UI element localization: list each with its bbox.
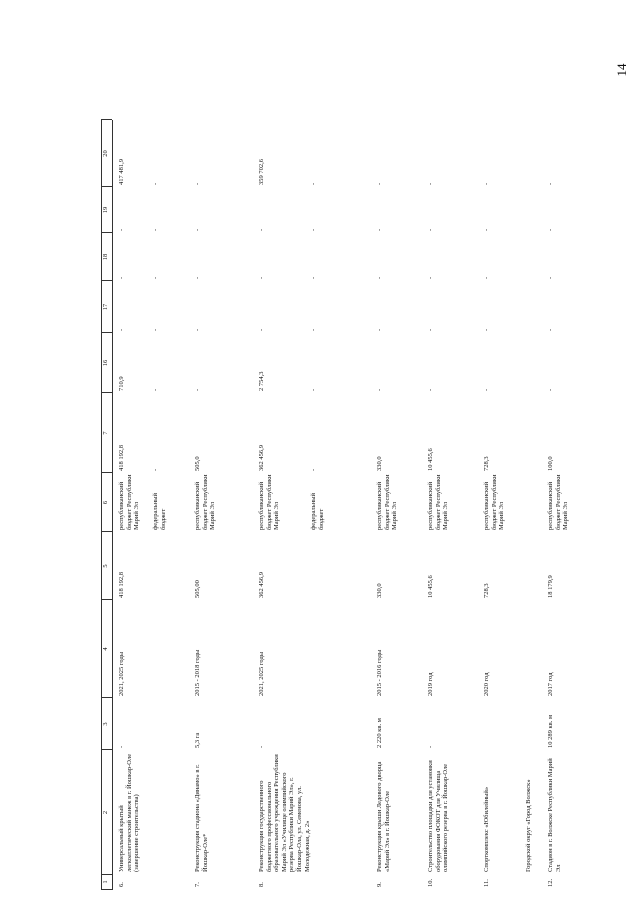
value-col7: 505,0 — [194, 456, 201, 471]
funding-source-2: федеральный бюджет — [310, 493, 325, 530]
header-separator — [112, 120, 113, 890]
header-col-18: 18 — [102, 253, 109, 261]
capacity: - — [258, 745, 265, 748]
value-col20-b: - — [310, 182, 317, 185]
value-col19: - — [376, 228, 383, 231]
row-number: 9. — [376, 882, 383, 887]
value-col17: - — [376, 328, 383, 331]
value-col20: 359 702,6 — [258, 159, 265, 185]
header-col-3: 3 — [102, 722, 109, 726]
value-col19: - — [483, 228, 490, 231]
value-col20: - — [427, 182, 434, 185]
value-col20-b: - — [152, 182, 159, 185]
header-col-2: 2 — [102, 810, 109, 815]
funding-source: республиканский бюджет Республики Марий Эл — [194, 474, 217, 530]
funding-source: республиканский бюджет Республики Марий Эл — [547, 474, 570, 530]
value-col19: - — [547, 228, 554, 231]
header-col-4: 4 — [102, 647, 109, 651]
value-col16: - — [483, 388, 490, 391]
funding-source: республиканский бюджет Республики Марий Эл — [258, 474, 281, 530]
period: 2017 год — [547, 672, 554, 696]
value-col16: - — [376, 388, 383, 391]
funding-source: республиканский бюджет Республики Марий Эл — [427, 474, 450, 530]
value-col16: - — [427, 388, 434, 391]
capacity: 2 220 кв. м — [376, 718, 383, 748]
value-col20: - — [547, 182, 554, 185]
section-header: Городской округ «Город Волжск» — [525, 779, 532, 872]
cost: 18 179,9 — [547, 575, 554, 598]
value-col17-b: - — [152, 328, 159, 331]
header-col-17: 17 — [102, 303, 109, 311]
object-name: Строительство площадки для установки оборудования ФОКОТ для Училища олимпийского резерва в г. Йошкар-Оле — [427, 760, 450, 872]
row-number: 7. — [194, 882, 201, 887]
value-col17: - — [427, 328, 434, 331]
table-left-border — [101, 889, 112, 890]
value-col16: 2 754,3 — [258, 371, 265, 391]
header-col-7: 7 — [102, 431, 109, 435]
header-col-20: 20 — [102, 150, 109, 157]
capacity: 10 289 кв. м — [547, 714, 554, 748]
cost: 728,3 — [483, 583, 490, 598]
value-col20: - — [483, 182, 490, 185]
value-col7: 418 192,8 — [118, 445, 125, 471]
value-col17: - — [483, 328, 490, 331]
header-col-6: 6 — [102, 500, 109, 505]
object-name: Реконструкция государственного бюджетного профессионального образовательного учреждения Республики Марий Эл «Училище олимпийского резерва Республики Марий Эл», г. Йошкар-Ола, ул. Семенова, ул. Молодежная, д. 2» — [258, 754, 311, 872]
value-col18: - — [483, 276, 490, 279]
value-col18: - — [258, 276, 265, 279]
period: 2015 - 2016 годы — [376, 649, 383, 696]
value-col17: - — [194, 328, 201, 331]
cost: 505,00 — [194, 580, 201, 598]
value-col20: 417 481,9 — [118, 159, 125, 185]
object-name: Реконструкция стадиона «Динамо» в г. Йошкар-Оле* — [194, 764, 209, 872]
value-col20: - — [194, 182, 201, 185]
funding-source-2: федеральный бюджет — [152, 493, 167, 530]
page-number: 14 — [614, 63, 629, 77]
value-col7: 330,0 — [376, 456, 383, 471]
capacity: 5,3 га — [194, 732, 201, 748]
value-col16-b: - — [310, 388, 317, 391]
value-col18: - — [194, 276, 201, 279]
period: 2021, 2025 годы — [258, 651, 265, 696]
row-number: 8. — [258, 882, 265, 887]
value-col17: - — [118, 328, 125, 331]
value-col18: - — [427, 276, 434, 279]
cost: 362 456,9 — [258, 572, 265, 598]
funding-source: республиканский бюджет Республики Марий Эл — [483, 474, 506, 530]
value-col7-b: - — [310, 468, 317, 471]
value-col19: - — [194, 228, 201, 231]
object-name: Спорткомплекс «Юбилейный» — [483, 786, 490, 872]
value-col18-b: - — [152, 276, 159, 279]
header-col-1: 1 — [102, 880, 109, 884]
value-col18-b: - — [310, 276, 317, 279]
object-name: Реконструкция крыши Ледового дворца «Марий Эл» в г. Йошкар-Оле — [376, 761, 391, 872]
value-col16-b: - — [152, 388, 159, 391]
value-col7: 362 456,9 — [258, 445, 265, 471]
value-col17: - — [258, 328, 265, 331]
value-col7: 728,3 — [483, 456, 490, 471]
value-col7-b: - — [152, 468, 159, 471]
row-number: 12. — [547, 878, 554, 887]
object-name: Универсальный крытый легкоатлетический манеж в г. Йошкар-Оле (завершение строительства) — [118, 753, 141, 872]
value-col19: - — [118, 228, 125, 231]
period: 2015 - 2018 годы — [194, 649, 201, 696]
value-col19: - — [258, 228, 265, 231]
cost: 418 192,8 — [118, 572, 125, 598]
capacity: - — [118, 745, 125, 748]
value-col18: - — [118, 276, 125, 279]
value-col17-b: - — [310, 328, 317, 331]
funding-source: республиканский бюджет Республики Марий Эл — [376, 474, 399, 530]
value-col16: - — [547, 388, 554, 391]
object-name: Стадион в г. Волжске Республики Марий Эл — [547, 758, 562, 872]
row-number: 10. — [427, 878, 434, 887]
funding-source: республиканский бюджет Республики Марий Эл — [118, 474, 141, 530]
capacity: - — [427, 745, 434, 748]
row-number: 11. — [483, 879, 490, 887]
value-col7: 10 455,6 — [427, 448, 434, 471]
header-col-16: 16 — [102, 359, 109, 367]
value-col19: - — [427, 228, 434, 231]
value-col17: - — [547, 328, 554, 331]
cost: 10 455,6 — [427, 575, 434, 598]
value-col16: 710,9 — [118, 376, 125, 391]
value-col18: - — [547, 276, 554, 279]
value-col18: - — [376, 276, 383, 279]
header-col-19: 19 — [102, 206, 109, 214]
cost: 330,0 — [376, 583, 383, 598]
period: 2021, 2025 годы — [118, 651, 125, 696]
value-col16: - — [194, 388, 201, 391]
value-col19-b: - — [310, 228, 317, 231]
value-col7: 100,0 — [547, 456, 554, 471]
row-number: 6. — [118, 882, 125, 887]
value-col19-b: - — [152, 228, 159, 231]
header-col-5: 5 — [102, 564, 109, 568]
period: 2020 год — [483, 672, 490, 696]
period: 2019 год — [427, 672, 434, 696]
value-col20: - — [376, 182, 383, 185]
